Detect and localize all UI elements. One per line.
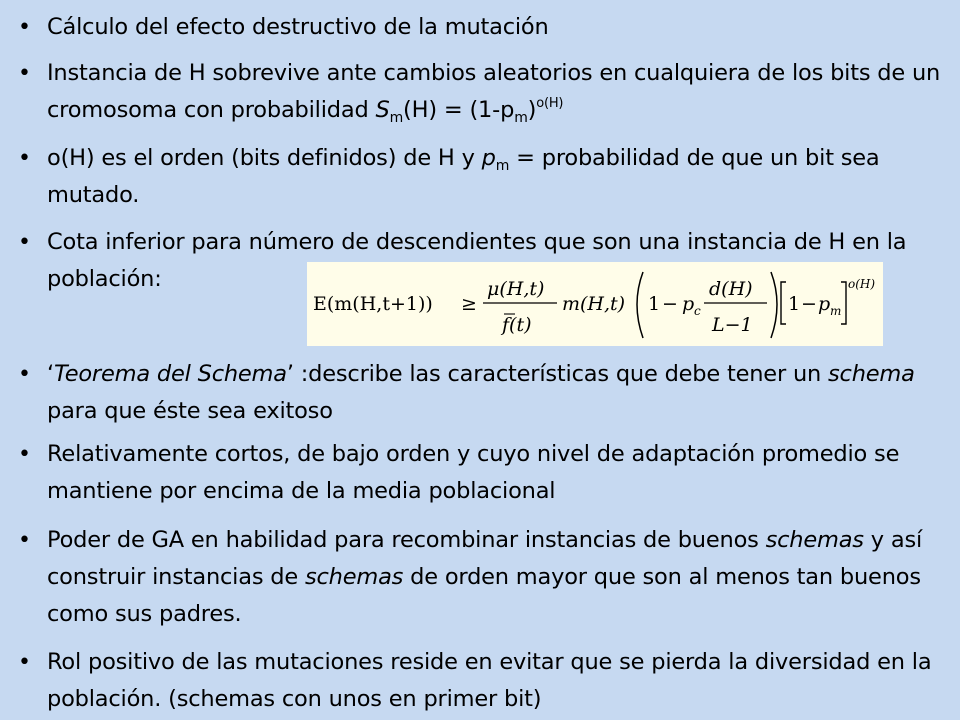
subscript: m bbox=[514, 110, 528, 126]
text-run: de orden mayor que son al menos tan buenos como sus padres. bbox=[47, 564, 921, 627]
formula-pm: p bbox=[818, 293, 831, 315]
text-run: Instancia de H sobrevive ante cambios aleatorios en cualquiera de los bits de un cromosoma con probabilidad bbox=[47, 60, 941, 123]
subscript: m bbox=[389, 110, 404, 126]
formula-denominator-2: L−1 bbox=[712, 314, 753, 336]
formula-one-2: 1 bbox=[788, 293, 801, 315]
formula-exponent: o(H) bbox=[848, 277, 876, 291]
bullet-text bbox=[47, 140, 947, 214]
bullet-dot: • bbox=[18, 528, 31, 553]
subscript: m bbox=[495, 158, 510, 174]
formula-numerator-2: d(H) bbox=[709, 278, 753, 300]
bullet-text: Rol positivo de las mutaciones reside en evitar que se pierda la diversidad en la población. (schemas con unos en primer bit) bbox=[47, 649, 932, 712]
bullet-text bbox=[47, 522, 947, 633]
formula-pm-sub: m bbox=[830, 304, 842, 318]
bullet-text: Cota inferior para número de descendientes que son una instancia de H en la población: bbox=[47, 229, 907, 292]
bullet-dot: • bbox=[18, 230, 31, 255]
bullet-dot: • bbox=[18, 15, 31, 40]
bullet-text: Cálculo del efecto destructivo de la mutación bbox=[47, 14, 549, 40]
text-run: ‘ bbox=[47, 361, 54, 387]
formula-one: 1 bbox=[648, 293, 661, 315]
bullet-text bbox=[47, 356, 947, 430]
bullet-dot: • bbox=[18, 61, 31, 86]
formula-mult: m(H,t) bbox=[562, 293, 626, 315]
text-run: = probabilidad de que un bit sea mutado. bbox=[47, 145, 880, 208]
bullet-dot: • bbox=[18, 146, 31, 171]
schema-theorem-formula bbox=[307, 262, 883, 346]
text-run-italic: p bbox=[481, 145, 496, 171]
text-run: o(H) es el orden (bits definidos) de H y bbox=[47, 145, 482, 171]
text-run-italic: schema bbox=[828, 361, 915, 387]
text-run: ’ :describe las características que debe tener un bbox=[286, 361, 829, 387]
text-run: para que éste sea exitoso bbox=[47, 398, 333, 424]
bullet-dot: • bbox=[18, 442, 31, 467]
text-run: Poder de GA en habilidad para recombinar instancias de buenos bbox=[47, 527, 766, 553]
right-bracket bbox=[841, 282, 846, 324]
left-paren bbox=[637, 272, 643, 338]
formula-minus-2: − bbox=[801, 293, 817, 315]
superscript: o(H) bbox=[536, 96, 564, 111]
formula-minus: − bbox=[662, 293, 678, 315]
bullet-dot: • bbox=[18, 362, 31, 387]
text-run: y así construir instancias de bbox=[47, 527, 923, 590]
text-run-italic: schemas bbox=[765, 527, 864, 553]
text-run-italic: S bbox=[375, 97, 390, 123]
text-run-italic: Teorema del Schema bbox=[53, 361, 287, 387]
formula-pc-sub: c bbox=[694, 304, 701, 318]
formula-svg bbox=[307, 262, 883, 346]
left-bracket bbox=[781, 282, 786, 324]
right-paren bbox=[771, 272, 777, 338]
bullet-text: Relativamente cortos, de bajo orden y cuyo nivel de adaptación promedio se mantiene por encima de la media poblacional bbox=[47, 441, 900, 504]
formula-numerator: μ(H,t) bbox=[487, 278, 545, 300]
text-run: (H) = (1-p bbox=[403, 97, 515, 123]
text-run-italic: schemas bbox=[304, 564, 404, 590]
formula-denominator: f(t) bbox=[502, 314, 532, 336]
formula-pc: p bbox=[682, 293, 695, 315]
formula-lhs: E(m(H,t+1)) bbox=[313, 293, 433, 315]
formula-ge: ≥ bbox=[461, 293, 477, 315]
bullet-dot: • bbox=[18, 650, 31, 675]
bullet-text bbox=[47, 55, 947, 129]
text-run: ) bbox=[527, 97, 537, 123]
